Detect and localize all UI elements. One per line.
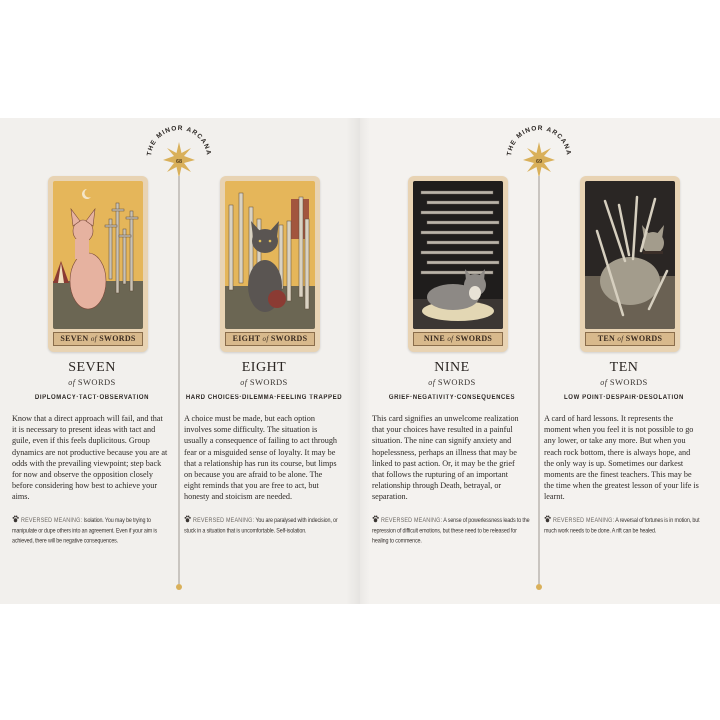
tarot-card-image xyxy=(48,176,148,352)
card-subtitle: of SWORDS xyxy=(428,377,476,387)
divider-ornament xyxy=(536,584,542,590)
paw-icon xyxy=(544,515,551,523)
card-subtitle: of SWORDS xyxy=(600,377,648,387)
svg-text:THE MINOR ARCANA: THE MINOR ARCANA xyxy=(146,124,213,157)
card-entry-nine-of-swords xyxy=(372,176,532,543)
star-badge-icon xyxy=(143,124,215,180)
tarot-card-image xyxy=(580,176,680,352)
book-spread xyxy=(0,118,720,604)
reversed-meaning: REVERSED MEANING: Isolation. You may be trying to manipulate or dupe others into an agreement. Even if your aim is achieved, there will be negative consequences. xyxy=(12,515,172,547)
section-header xyxy=(143,124,215,180)
card-description: This card signifies an unwelcome realization that your choices have resulted in a painful situation. The nine can signify anxiety and hopelessness, perhaps an illness that may be linked to past action. Or, it may be the grief that follows the rupturing of an important relationship through Death, betrayal, or separation. xyxy=(372,414,519,502)
tarot-card-image xyxy=(220,176,320,352)
svg-text:THE MINOR ARCANA: THE MINOR ARCANA xyxy=(506,124,573,157)
svg-text:68: 68 xyxy=(175,159,183,165)
card-description: Know that a direct approach will fail, and that it is necessary to present ideas with tact and guile, even if this feels duplicitous. Group dynamics are not productive because you are at odds with the prevailing viewpoint; step back for now and observe the opposition closely before considering how best to achieve your aims. xyxy=(12,414,168,502)
paw-icon xyxy=(12,515,19,523)
card-illustration xyxy=(225,181,315,329)
card-keywords: HARD CHOICES·DILEMMA·FEELING TRAPPED xyxy=(185,394,343,402)
card-description: A choice must be made, but each option involves some difficulty. The situation is usually a consequence of failing to act through fear or a misguided sense of loyalty. It may be that a relationship has run its course, but limps on because you are afraid to be alone. The eight reminds that you are free to act, but honesty and stoicism are needed. xyxy=(184,414,338,502)
card-keywords: LOW POINT·DESPAIR·DESOLATION xyxy=(564,394,684,402)
card-title: SEVEN xyxy=(68,360,116,375)
card-subtitle: of SWORDS xyxy=(68,377,116,387)
card-keywords: DIPLOMACY·TACT·OBSERVATION xyxy=(34,394,150,402)
reversed-meaning: REVERSED MEANING: A sense of powerlessness leads to the repression of difficult emotions, but these need to be released for healing to commence. xyxy=(372,515,532,547)
card-name-label: EIGHT of SWORDS xyxy=(225,332,315,346)
card-subtitle: of SWORDS xyxy=(240,377,288,387)
card-name-label: NINE of SWORDS xyxy=(413,332,503,346)
card-illustration xyxy=(585,181,675,329)
card-description: A card of hard lessons. It represents the moment when you feel it is not possible to go any lower, or take any more. But when you reach rock bottom, there is always hope, and the only way is up. Sometimes our darkest moments are the finest teachers. This may be the time when the greatest lesson of your life is learnt. xyxy=(544,414,699,502)
card-illustration xyxy=(53,181,143,329)
column-divider xyxy=(538,176,540,584)
paw-icon xyxy=(372,515,379,523)
reversed-meaning: REVERSED MEANING: You are paralysed with indecision, or stuck in a situation that is uncomfortable. Self-isolation. xyxy=(184,515,344,537)
reversed-meaning: REVERSED MEANING: A reversal of fortunes is in motion, but much work needs to be done. A rift can be healed. xyxy=(544,515,704,537)
card-title: EIGHT xyxy=(241,360,287,375)
card-title: NINE xyxy=(434,360,470,375)
card-entry-ten-of-swords xyxy=(544,176,704,534)
paw-icon xyxy=(184,515,191,523)
star-badge-icon xyxy=(503,124,575,180)
section-header xyxy=(503,124,575,180)
page-right xyxy=(360,118,720,604)
card-name-label: SEVEN of SWORDS xyxy=(53,332,143,346)
page-left xyxy=(0,118,360,604)
card-title: TEN xyxy=(609,360,639,375)
svg-text:69: 69 xyxy=(535,159,543,165)
tarot-card-image xyxy=(408,176,508,352)
card-name-label: TEN of SWORDS xyxy=(585,332,675,346)
card-keywords: GRIEF·NEGATIVITY·CONSEQUENCES xyxy=(388,394,516,402)
divider-ornament xyxy=(176,584,182,590)
card-entry-seven-of-swords xyxy=(12,176,172,543)
card-entry-eight-of-swords xyxy=(184,176,344,534)
column-divider xyxy=(178,176,180,584)
card-illustration xyxy=(413,181,503,329)
